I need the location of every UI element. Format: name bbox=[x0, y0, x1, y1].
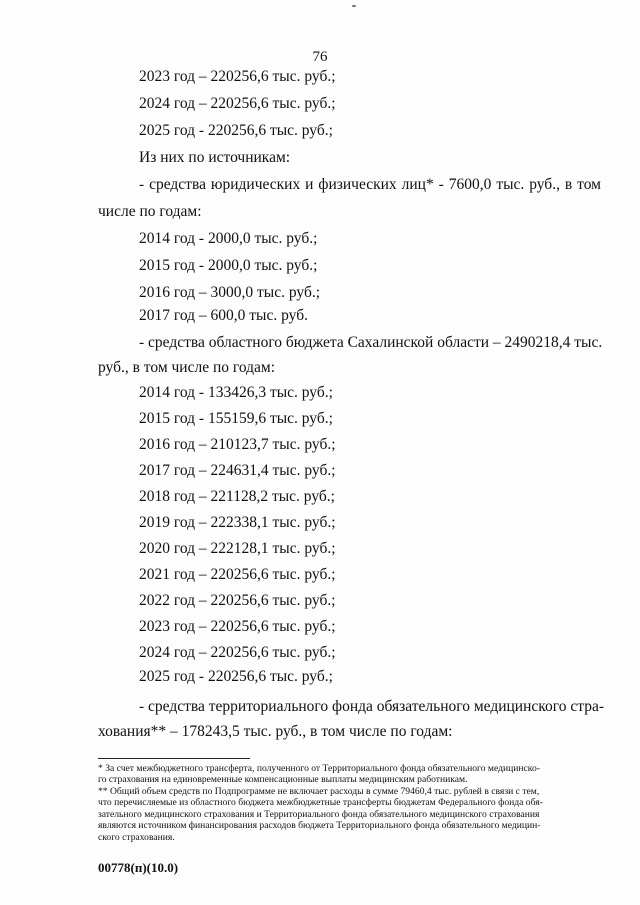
year-line: 2022 год – 220256,6 тыс. руб.; bbox=[139, 592, 336, 609]
paragraph-regional-budget-cont: руб., в том числе по годам: bbox=[98, 359, 276, 376]
footnote-line: * За счет межбюджетного трансферта, полученного от Территориального фонда обязательного медицинско- bbox=[98, 763, 540, 774]
year-line: 2023 год – 220256,6 тыс. руб.; bbox=[139, 68, 336, 85]
scan-speck bbox=[352, 5, 356, 7]
year-line: 2014 год - 2000,0 тыс. руб.; bbox=[139, 230, 318, 247]
year-line: 2023 год – 220256,6 тыс. руб.; bbox=[139, 618, 336, 635]
paragraph-insurance-fund-cont: хования** – 178243,5 тыс. руб., в том числе по годам: bbox=[98, 723, 453, 740]
year-line: 2018 год – 221128,2 тыс. руб.; bbox=[139, 488, 335, 505]
year-line: 2020 год – 222128,1 тыс. руб.; bbox=[139, 540, 336, 557]
footnote-line: ского страхования. bbox=[98, 832, 175, 843]
year-line: 2025 год - 220256,6 тыс. руб.; bbox=[139, 122, 333, 139]
year-line: 2014 год - 133426,3 тыс. руб.; bbox=[139, 384, 333, 401]
footnote-divider bbox=[98, 758, 250, 759]
page-number: 76 bbox=[312, 49, 328, 65]
paragraph-insurance-fund: - средства территориального фонда обязательного медицинского стра- bbox=[139, 698, 604, 715]
year-line: 2024 год – 220256,6 тыс. руб.; bbox=[139, 95, 336, 112]
footnote-line: что перечисляемые из областного бюджета межбюджетные трансферты бюджетам Федерального фонда обя- bbox=[98, 797, 543, 808]
document-code: 00778(п)(10.0) bbox=[98, 860, 179, 875]
year-line: 2021 год – 220256,6 тыс. руб.; bbox=[139, 566, 336, 583]
sources-heading: Из них по источникам: bbox=[139, 149, 291, 166]
footnote-line: го страхования на единовременные компенсационные выплаты медицинским работникам. bbox=[98, 774, 468, 785]
footnote-line: зательного медицинского страхования и Территориального фонда обязательного медицинского страхования bbox=[98, 809, 540, 820]
footnote-line: ** Общий объем средств по Подпрограмме не включает расходы в сумме 79460,4 тыс. рублей в связи с тем, bbox=[98, 786, 540, 797]
paragraph-regional-budget: - средства областного бюджета Сахалинской области – 2490218,4 тыс. bbox=[139, 334, 603, 351]
year-line: 2017 год – 600,0 тыс. руб. bbox=[139, 307, 308, 324]
paragraph-legal-entities: - средства юридических и физических лиц* - 7600,0 тыс. руб., в том bbox=[139, 176, 601, 193]
year-line: 2019 год – 222338,1 тыс. руб.; bbox=[139, 514, 336, 531]
footnote-line: являются источником финансирования расходов бюджета Территориального фонда обязательного медицин- bbox=[98, 820, 541, 831]
year-line: 2017 год – 224631,4 тыс. руб.; bbox=[139, 462, 336, 479]
year-line: 2016 год – 210123,7 тыс. руб.; bbox=[139, 436, 336, 453]
year-line: 2015 год - 155159,6 тыс. руб.; bbox=[139, 410, 333, 427]
year-line: 2015 год - 2000,0 тыс. руб.; bbox=[139, 257, 318, 274]
year-line: 2016 год – 3000,0 тыс. руб.; bbox=[139, 284, 321, 301]
paragraph-legal-entities-cont: числе по годам: bbox=[98, 203, 202, 220]
year-line: 2025 год - 220256,6 тыс. руб.; bbox=[139, 668, 333, 685]
year-line: 2024 год – 220256,6 тыс. руб.; bbox=[139, 644, 336, 661]
